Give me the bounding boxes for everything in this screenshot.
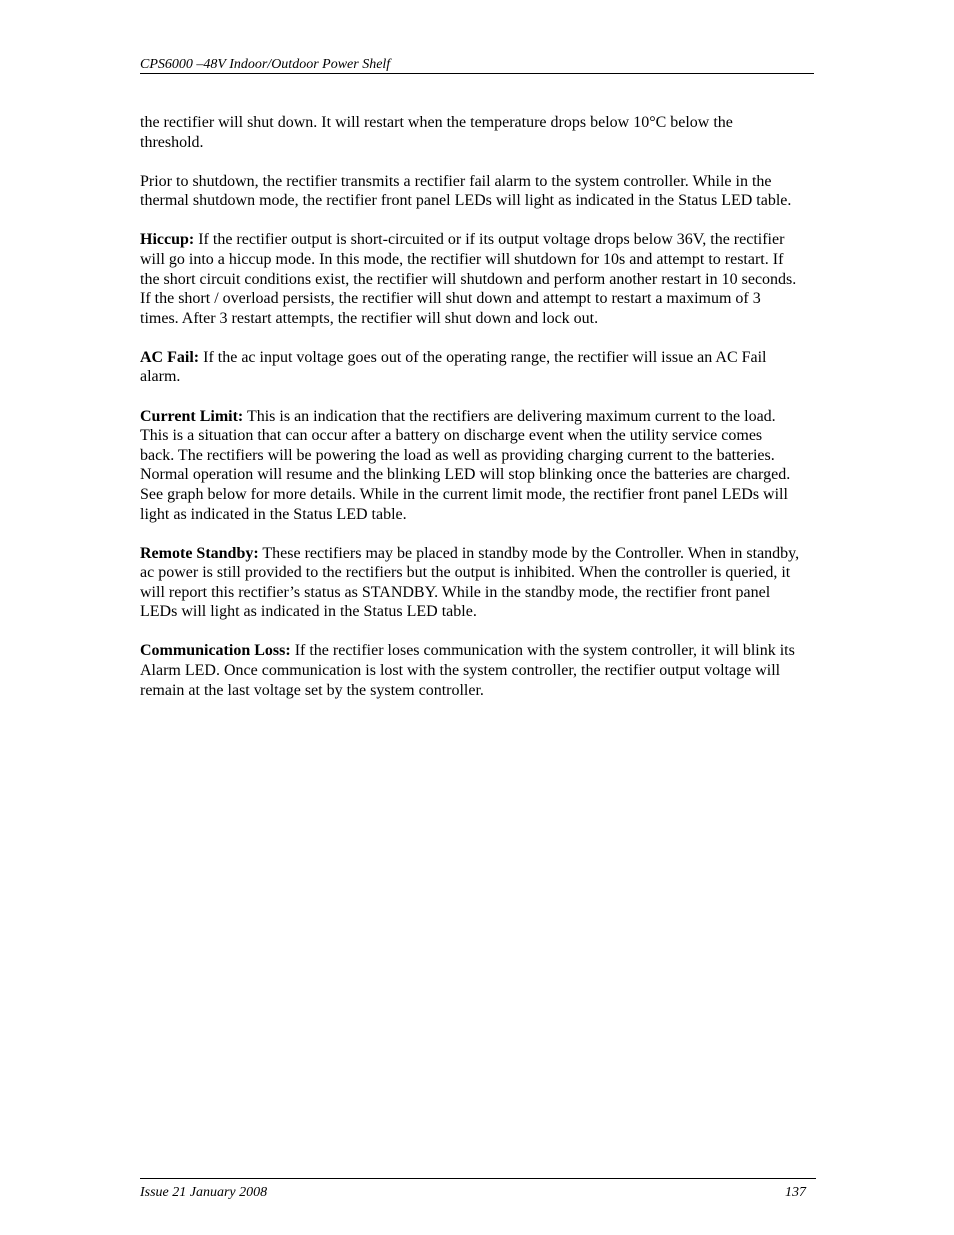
paragraph-remote-standby <box>140 544 800 622</box>
paragraph-ac-fail <box>140 348 800 387</box>
page-number: 137 <box>785 1185 806 1200</box>
paragraph-text: the rectifier will shut down. It will restart when the temperature drops below 10°C below the threshold. <box>140 114 733 151</box>
paragraph-lead-communication-loss: Communication Loss: <box>140 642 291 660</box>
paragraph-prior-to-shutdown <box>140 172 800 211</box>
paragraph-text: If the ac input voltage goes out of the operating range, the rectifier will issue an AC Fail alarm. <box>140 348 767 386</box>
paragraph-hiccup <box>140 230 800 328</box>
paragraph-text: If the rectifier loses communication with the system controller, it will blink its Alarm LED. Once communication is lost with the system controller, the rectifier output voltage will remain at the last voltage set by the system controller. <box>140 642 795 699</box>
issue-date: Issue 21 January 2008 <box>140 1185 268 1200</box>
paragraph-lead-remote-standby: Remote Standby: <box>140 544 259 562</box>
page-footer <box>140 1178 816 1201</box>
paragraph-lead-ac-fail: AC Fail: <box>140 348 200 366</box>
paragraph-thermal-restart <box>140 113 800 152</box>
paragraph-current-limit <box>140 407 800 525</box>
paragraph-text: This is an indication that the rectifiers are delivering maximum current to the load. This is a situation that can occur after a battery on discharge event when the utility service comes back. The rectifiers will be powering the load as well as providing charging current to the batteries. Normal operation will resume and the blinking LED will stop blinking once the batteries are charged. See graph below for more details. While in the current limit mode, the rectifier front panel LEDs will light as indicated in the Status LED table. <box>140 407 791 523</box>
paragraph-communication-loss <box>140 641 800 700</box>
paragraph-lead-current-limit: Current Limit: <box>140 407 244 425</box>
document-body <box>140 113 800 720</box>
paragraph-lead-hiccup: Hiccup: <box>140 231 195 249</box>
page-header <box>140 56 814 74</box>
paragraph-text: If the rectifier output is short-circuited or if its output voltage drops below 36V, the rectifier will go into a hiccup mode. In this mode, the rectifier will shutdown for 10s and attempt to restart. If the short circuit conditions exist, the rectifier will shutdown and perform another restart in 10 seconds. If the short / overload persists, the rectifier will shut down and attempt to restart a maximum of 3 times. After 3 restart attempts, the rectifier will shut down and lock out. <box>140 231 797 327</box>
document-title: CPS6000 –48V Indoor/Outdoor Power Shelf <box>140 57 391 72</box>
paragraph-text: These rectifiers may be placed in standby mode by the Controller. When in standby, ac power is still provided to the rectifiers but the output is inhibited. When the controller is queried, it will report this rectifier’s status as STANDBY. While in the standby mode, the rectifier front panel LEDs will light as indicated in the Status LED table. <box>140 544 800 621</box>
paragraph-text: Prior to shutdown, the rectifier transmits a rectifier fail alarm to the system controller. While in the thermal shutdown mode, the rectifier front panel LEDs will light as indicated in the Status LED table. <box>140 172 792 210</box>
